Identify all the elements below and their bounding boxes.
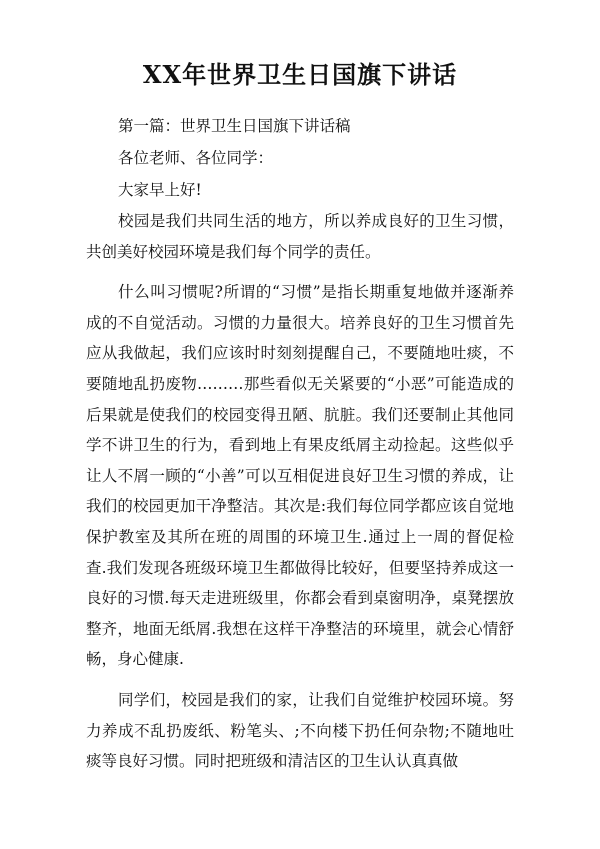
paragraph-1: 校园是我们共同生活的地方，所以养成良好的卫生习惯，共创美好校园环境是我们每个同学的责任。 xyxy=(86,212,514,261)
paragraph-3: 同学们，校园是我们的家，让我们自觉维护校园环境。努力养成不乱扔废纸、粉笔头、;不向楼下扔任何杂物;不随地吐痰等良好习惯。同时把班级和清洁区的卫生认认真真做 xyxy=(86,690,514,771)
greeting: 大家早上好! xyxy=(118,181,202,199)
paragraph-2: 什么叫习惯呢?所谓的“习惯”是指长期重复地做并逐渐养成的不自觉活动。习惯的力量很大。培养良好的卫生习惯首先应从我做起，我们应该时时刻刻提醒自己，不要随地吐痰，不要随地乱扔废物………那些看似无关紧要的“小恶”可能造成的后果就是使我们的校园变得丑陋、肮脏。我们还要制止其他同学不讲卫生的行为，看到地上有果皮纸屑主动捡起。这些似乎让人不屑一顾的“小善”可以互相促进良好卫生习惯的养成，让我们的校园更加干净整洁。其次是:我们每位同学都应该自觉地保护教室及其所在班的周围的环境卫生.通过上一周的督促检查.我们发现各班级环境卫生都做得比较好，但要坚持养成这一良好的习惯.每天走进班级里，你都会看到桌窗明净，桌凳摆放整齐，地面无纸屑.我想在这样干净整洁的环境里，就会心情舒畅，身心健康. xyxy=(86,283,514,669)
salutation: 各位老师、各位同学： xyxy=(118,149,274,167)
section-heading: 第一篇：世界卫生日国旗下讲话稿 xyxy=(118,117,351,135)
document-title: XX年世界卫生日国旗下讲话 xyxy=(142,60,458,89)
